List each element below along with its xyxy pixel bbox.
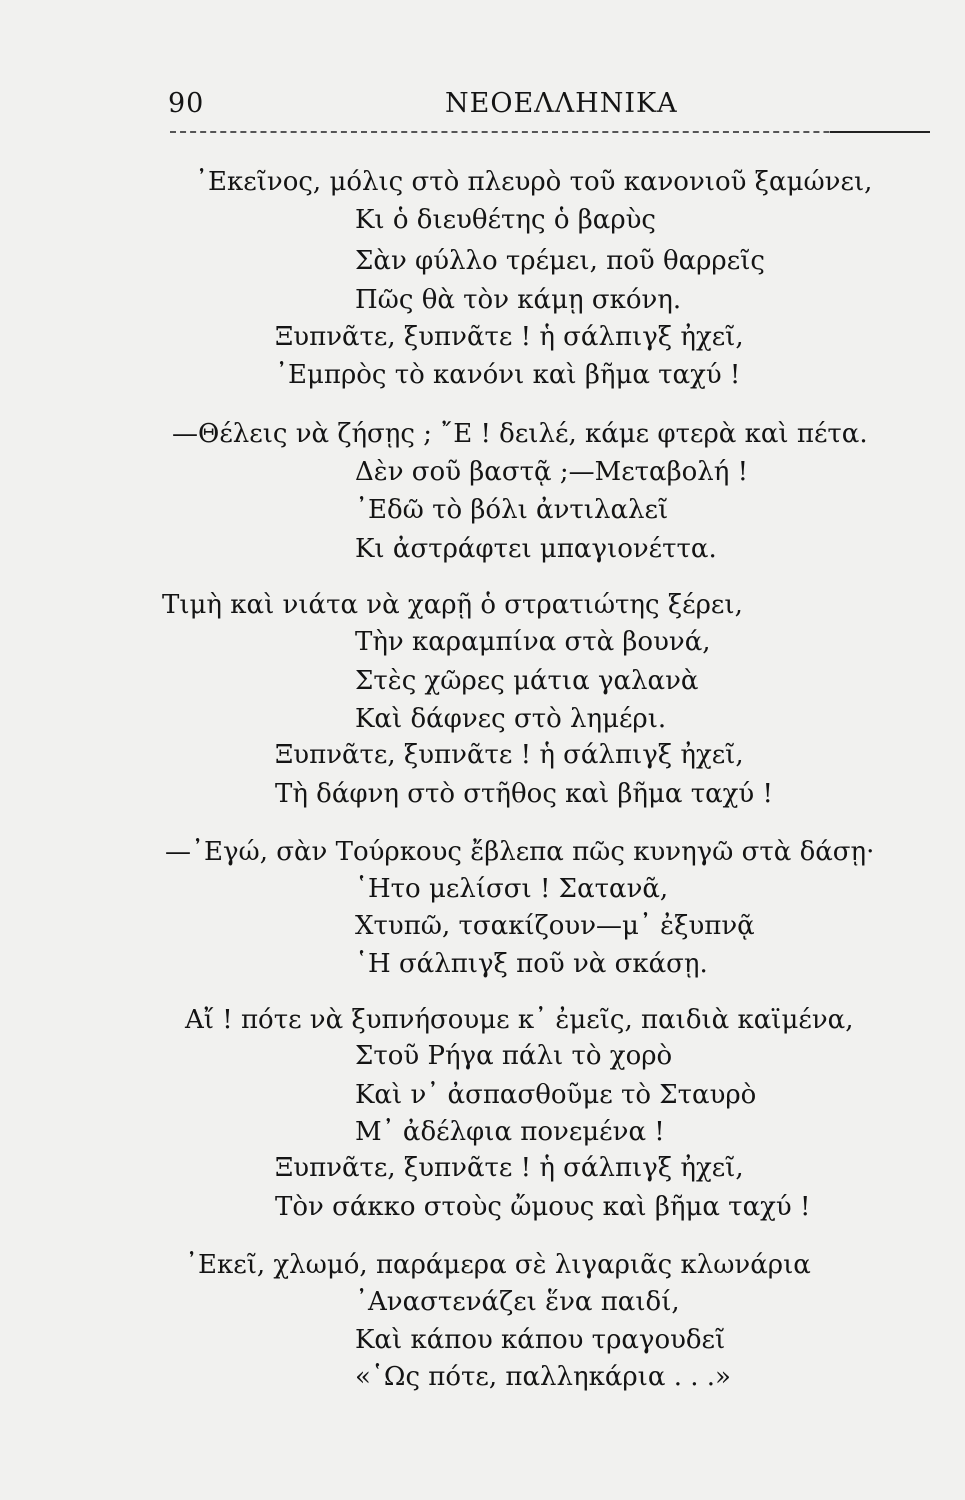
poem-line: Σὰν φύλλο τρέμει, ποῦ θαρρεῖς bbox=[355, 246, 765, 276]
poem-line: Κι ἀστράφτει μπαγιονέττα. bbox=[355, 534, 717, 564]
poem-line: ᾿Εμπρὸς τὸ κανόνι καὶ βῆμα ταχύ ! bbox=[275, 360, 741, 390]
poem-line: «῾Ως πότε, παλληκάρια . . .» bbox=[355, 1362, 731, 1392]
poem-line: Ξυπνᾶτε, ξυπνᾶτε ! ἡ σάλπιγξ ἠχεῖ, bbox=[275, 740, 744, 770]
poem-line: ῾Ητο μελίσσι ! Σατανᾶ, bbox=[355, 874, 669, 904]
poem-line: ᾿Εκεῖνος, μόλις στὸ πλευρὸ τοῦ κανονιοῦ ξαμώνει, bbox=[195, 167, 873, 197]
poem-line: Καὶ κάπου κάπου τραγουδεῖ bbox=[355, 1325, 726, 1355]
poem-line: Δὲν σοῦ βαστᾷ ;—Μεταβολή ! bbox=[355, 457, 749, 487]
poem-line: Πῶς θὰ τὸν κάμῃ σκόνη. bbox=[355, 285, 682, 315]
poem-line: ῾Η σάλπιγξ ποῦ νὰ σκάσῃ. bbox=[355, 949, 708, 979]
poem-line: Τὸν σάκκο στοὺς ὤμους καὶ βῆμα ταχύ ! bbox=[275, 1192, 811, 1222]
page-number: 90 bbox=[168, 88, 205, 119]
poem-line: ᾿Αναστενάζει ἕνα παιδί, bbox=[355, 1287, 680, 1317]
poem-line: Ξυπνᾶτε, ξυπνᾶτε ! ἡ σάλπιγξ ἠχεῖ, bbox=[275, 1153, 744, 1183]
poem-line: Στοῦ Ρήγα πάλι τὸ χορὸ bbox=[355, 1041, 673, 1071]
poem-line: Κι ὁ διευθέτης ὁ βαρὺς bbox=[355, 205, 656, 235]
poem-line: —Θέλεις νὰ ζήσῃς ; ῎Ε ! δειλέ, κάμε φτερὰ καὶ πέτα. bbox=[172, 419, 868, 449]
poem-line: Τὴν καραμπίνα στὰ βουνά, bbox=[355, 627, 711, 657]
poem-line: Ξυπνᾶτε, ξυπνᾶτε ! ἡ σάλπιγξ ἠχεῖ, bbox=[275, 322, 744, 352]
poem-line: —᾿Εγώ, σὰν Τούρκους ἔβλεπα πῶς κυνηγῶ στὰ δάσῃ· bbox=[165, 837, 875, 867]
poem-line: Αἴ ! πότε νὰ ξυπνήσουμε κ᾿ ἐμεῖς, παιδιὰ καϊμένα, bbox=[185, 1005, 854, 1035]
poem-line: ᾿Εδῶ τὸ βόλι ἀντιλαλεῖ bbox=[355, 495, 669, 525]
poem-line: Χτυπῶ, τσακίζουν—μ᾿ ἐξυπνᾷ bbox=[355, 911, 755, 941]
poem-line: Μ᾿ ἀδέλφια πονεμένα ! bbox=[355, 1117, 665, 1147]
poem-line: Στὲς χῶρες μάτια γαλανὰ bbox=[355, 666, 699, 696]
poem-line: Τὴ δάφνη στὸ στῆθος καὶ βῆμα ταχύ ! bbox=[275, 779, 773, 809]
poem-line: ᾿Εκεῖ, χλωμό, παράμερα σὲ λιγαριᾶς κλωνάρια bbox=[185, 1250, 811, 1280]
running-title: ΝΕΟΕΛΛΗΝΙΚΑ bbox=[445, 88, 678, 119]
poem-line: Καὶ ν᾿ ἀσπασθοῦμε τὸ Σταυρὸ bbox=[355, 1080, 757, 1110]
poem-line: Καὶ δάφνες στὸ λημέρι. bbox=[355, 704, 667, 734]
poem-line: Τιμὴ καὶ νιάτα νὰ χαρῇ ὁ στρατιώτης ξέρει, bbox=[162, 590, 743, 620]
